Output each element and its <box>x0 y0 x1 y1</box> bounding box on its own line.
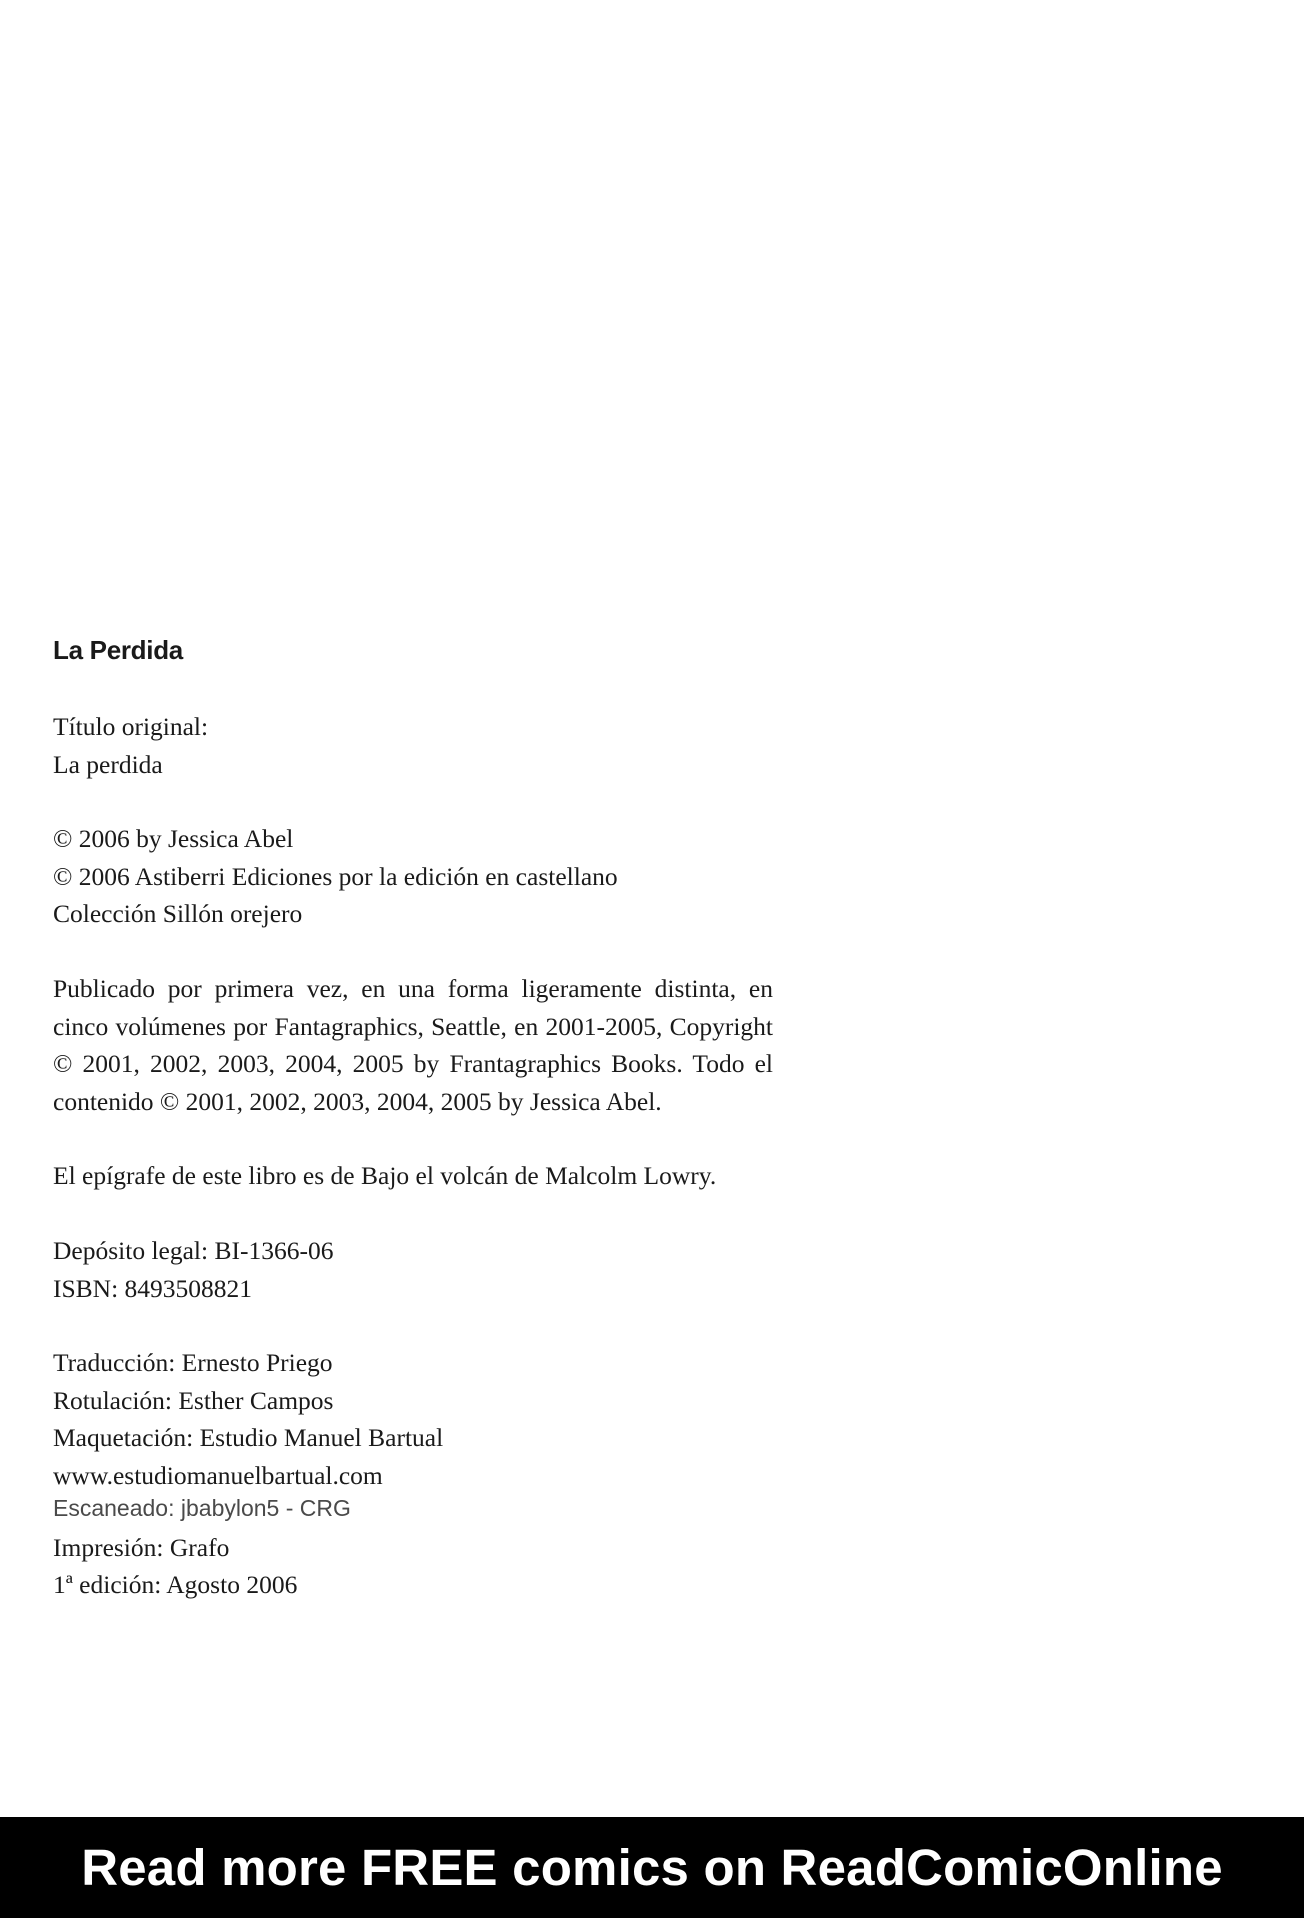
epigraph-note: El epígrafe de este libro es de Bajo el volcán de Malcolm Lowry. <box>53 1161 717 1191</box>
deposito-legal: Depósito legal: BI-1366-06 <box>53 1235 334 1265</box>
epigraph-block <box>53 1157 773 1195</box>
original-title-label: Título original: <box>53 712 209 741</box>
credit-translation: Traducción: Ernesto Priego <box>53 1348 333 1378</box>
credit-website: www.estudiomanuelbartual.com <box>53 1460 383 1490</box>
printing-block <box>53 1529 773 1604</box>
legal-block <box>53 1232 773 1307</box>
publication-note-block <box>53 970 773 1120</box>
original-title-block <box>53 708 773 783</box>
publication-note: Publicado por primera vez, en una forma ligeramente distinta, en cinco volúmenes por Fantagraphics, Seattle, en 2001-2005, Copyright © 2001, 2002, 2003, 2004, 2005 by Frantagraphics Books. Todo el contenido © 2001, 2002, 2003, 2004, 2005 by Jessica Abel. <box>53 973 773 1116</box>
credit-lettering: Rotulación: Esther Campos <box>53 1385 334 1415</box>
promo-banner[interactable]: Read more FREE comics on ReadComicOnline <box>0 1817 1304 1918</box>
colophon-text <box>53 628 773 1641</box>
credits-block <box>53 1344 773 1494</box>
isbn: ISBN: 8493508821 <box>53 1273 253 1303</box>
credit-layout: Maquetación: Estudio Manuel Bartual <box>53 1423 444 1453</box>
edition-date: 1ª edición: Agosto 2006 <box>53 1570 298 1600</box>
copyright-publisher: © 2006 Astiberri Ediciones por la edición en castellano <box>53 861 618 891</box>
original-title-value: La perdida <box>53 749 163 779</box>
printing-house: Impresión: Grafo <box>53 1532 230 1562</box>
collection-name: Colección Sillón orejero <box>53 899 303 929</box>
scanner-credit: Escaneado: jbabylon5 - CRG <box>53 1494 351 1521</box>
copyright-block <box>53 820 773 933</box>
copyright-author: © 2006 by Jessica Abel <box>53 824 294 854</box>
book-title: La Perdida <box>53 635 183 665</box>
